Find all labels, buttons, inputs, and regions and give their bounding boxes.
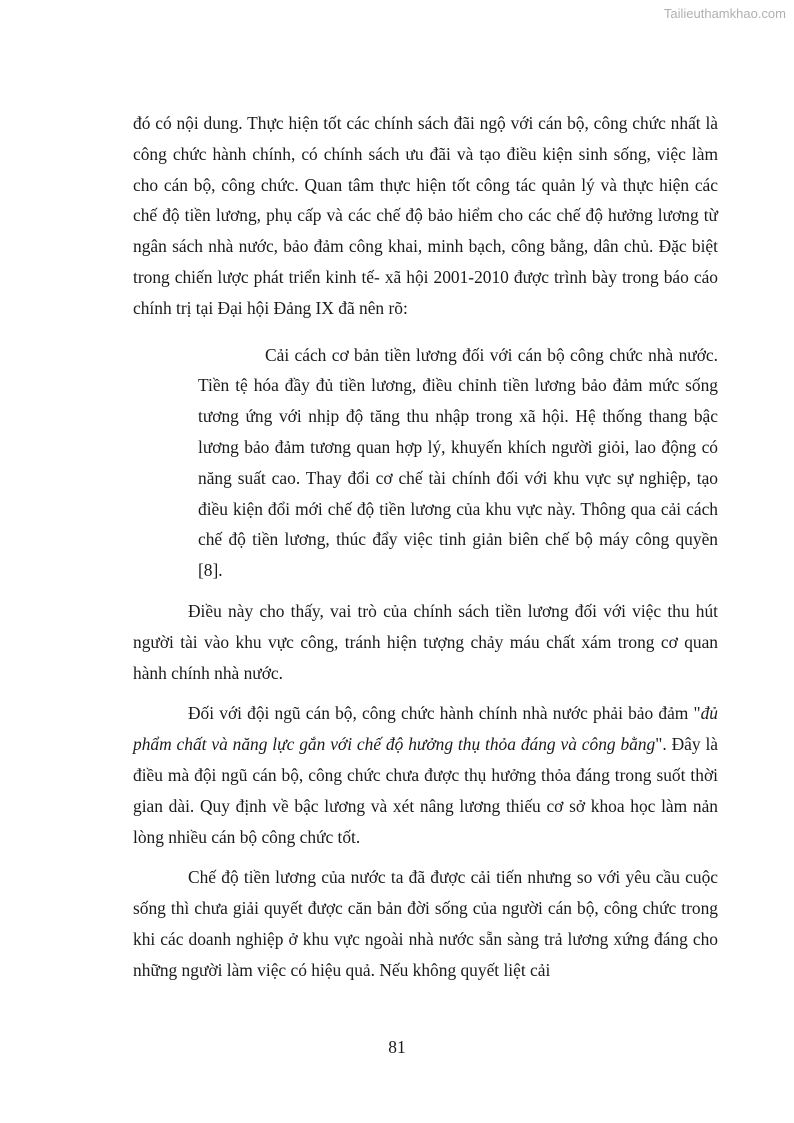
- paragraph-4: Chế độ tiền lương của nước ta đã được cải tiến nhưng so với yêu cầu cuộc sống thì chưa giải quyết được căn bản đời sống của người cán bộ, công chức trong khi các doanh nghiệp ở khu vực ngoài nhà nước sẵn sàng trả lương xứng đáng cho những người làm việc có hiệu quả. Nếu không quyết liệt cải: [133, 867, 718, 980]
- document-body: [133, 108, 718, 986]
- paragraph-3-end: ". Đây là điều mà đội ngũ cán bộ, công chức chưa được thụ hưởng thỏa đáng trong suốt thời gian dài. Quy định về bậc lương và xét nâng lương thiếu cơ sở khoa học làm nản lòng nhiều cán bộ công chức tốt.: [133, 734, 718, 847]
- paragraph-1: đó có nội dung. Thực hiện tốt các chính sách đãi ngộ với cán bộ, công chức nhất là công chức hành chính, có chính sách ưu đãi và tạo điều kiện sinh sống, việc làm cho cán bộ, công chức. Quan tâm thực hiện tốt công tác quản lý và thực hiện các chế độ tiền lương, phụ cấp và các chế độ bảo hiểm cho các chế độ hưởng lương từ ngân sách nhà nước, bảo đảm công khai, minh bạch, công bằng, dân chủ. Đặc biệt trong chiến lược phát triển kinh tế- xã hội 2001-2010 được trình bày trong báo cáo chính trị tại Đại hội Đảng IX đã nên rõ:: [133, 113, 718, 318]
- paragraph-3-italic: đủ phẩm chất và năng lực gắn với chế độ hưởng thụ thỏa đáng và công bằng: [133, 703, 718, 755]
- paragraph-3-start: Đối với đội ngũ cán bộ, công chức hành chính nhà nước phải bảo đảm ": [188, 703, 701, 724]
- paragraph-3: [133, 698, 718, 852]
- paragraph-2: Điều này cho thấy, vai trò của chính sách tiền lương đối với việc thu hút người tài vào khu vực công, tránh hiện tượng chảy máu chất xám trong cơ quan hành chính nhà nước.: [133, 600, 718, 683]
- block-quote: Cải cách cơ bản tiền lương đối với cán bộ công chức nhà nước. Tiền tệ hóa đầy đủ tiền lương, điều chỉnh tiền lương bảo đảm mức sống tương ứng với nhịp độ tăng thu nhập trong xã hội. Hệ thống thang bậc lương bảo đảm tương quan hợp lý, khuyến khích người giỏi, lao động có năng suất cao. Thay đổi cơ chế tài chính đối với khu vực sự nghiệp, tạo điều kiện đổi mới chế độ tiền lương của khu vực này. Thông qua cải cách chế độ tiền lương, thúc đẩy việc tinh giản biên chế bộ máy công quyền [8].: [198, 344, 718, 581]
- page-number: 81: [388, 1037, 406, 1057]
- watermark: Tailieuthamkhao.com: [663, 6, 786, 21]
